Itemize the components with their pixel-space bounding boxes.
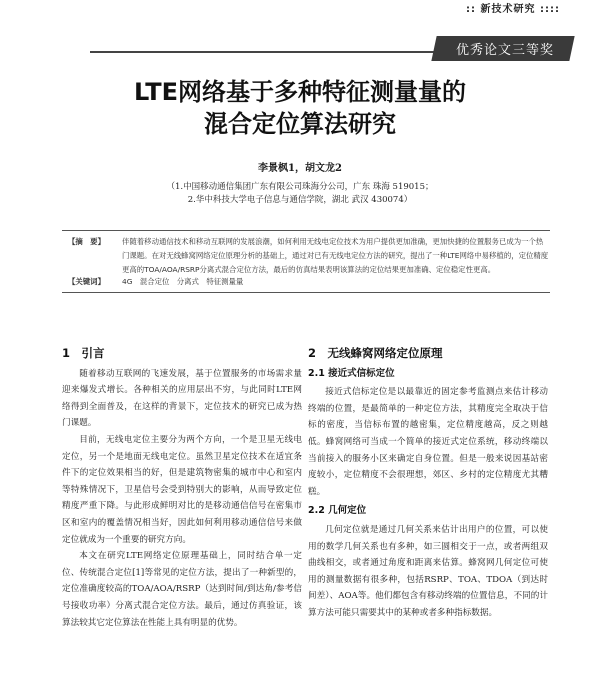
right-column [308, 345, 548, 622]
subsection-2-2-heading: 2.2 几何定位 [308, 505, 367, 517]
subsection-2-1-heading: 2.1 接近式信标定位 [308, 367, 395, 379]
paper-title-line2: 混合定位算法研究 [204, 110, 396, 138]
authors: 李景枫1，胡文龙2 [258, 163, 342, 174]
abstract-text: 伴随着移动通信技术和移动互联网的发展浪潮，如何利用无线电定位技术为用户提供更加准确，更加快捷的位置服务已成为一个热门课题。在对无线蜂窝网络定位原理分析的基础上，通过对已有无线电定位方法的研究，提出了一种LTE网络中易移植的，定位精度更高的TOA/AOA/RSRP分离式混合定位方法，最后的仿真结果表明该算法的定位结果更加准确、定位稳定性更高。 [122, 237, 549, 274]
award-banner-text: 优秀论文三等奖 [455, 43, 554, 58]
paragraph: 几何定位就是通过几何关系来估计出用户的位置，可以使用的数学几何关系也有多种，如三圆相交于一点，或者两组双曲线相交，或者通过角度和距离来估算。蜂窝网几何定位可使用的测量数据有很多种，包括RSRP、TOA、TDOA（到达时间差）、AOA等。他们都包含有移动终端的位置信息，不同的计算方法可能只需要其中的某种或者多种指标数据。 [308, 524, 548, 618]
paragraph: 本文在研究LTE网络定位原理基础上，同时结合单一定位、传统混合定位[1]等常见的定位方法，提出了一种新型的，定位准确度较高的TOA/AOA/RSRP（达到时间/到达角/参考信号接收功率）分离式混合定位方法。最后，通过仿真验证，该算法较其它定位算法在性能上具有明显的优势。 [62, 551, 302, 628]
keywords-label: 【关键词】 [68, 277, 105, 286]
affiliation-1: （1.中国移动通信集团广东有限公司珠海分公司，广东 珠海 519015； [166, 182, 434, 192]
paper-title-line1: LTE网络基于多种特征测量量的 [133, 78, 467, 106]
paragraph: 接近式信标定位是以最靠近的固定参考监测点来估计移动终端的位置，是最简单的一种定位方法，其精度完全取决于信标的密度，当信标布置的越密集，定位精度越高，反之则越低。蜂窝网络可当成一个简单的接近式定位系统，移动终端以当前接入的服务小区来确定自身位置。但是一般来说因基站密度较小，定位精度不会很理想，郊区、乡村的定位精度尤其糟糕。 [308, 387, 548, 497]
abstract-label: 【摘 要】 [68, 237, 105, 246]
keywords-text: 4G 混合定位 分离式 特征测量量 [122, 277, 244, 286]
abstract [62, 235, 550, 277]
section-header: :: 新技术研究 :::: [466, 4, 560, 15]
paragraph: 随着移动互联网的飞速发展，基于位置服务的市场需求量迎来爆发式增长。各种相关的应用层出不穷，与此同时LTE网络得到全面普及，在这样的背景下，定位技术的研究已成为热门课题。 [62, 368, 302, 429]
affiliation-2: 2.华中科技大学电子信息与通信学院，湖北 武汉 430074） [187, 195, 413, 205]
abstract-bottom-rule [62, 292, 550, 293]
section-1-heading: 1 引言 [62, 346, 105, 360]
abstract-top-rule [62, 230, 550, 231]
award-banner [431, 36, 574, 61]
left-column [62, 345, 302, 631]
keywords [62, 275, 550, 289]
section-2-heading: 2 无线蜂窝网络定位原理 [308, 346, 443, 360]
paragraph: 目前，无线电定位主要分为两个方向，一个是卫星无线电定位，另一个是地面无线电定位。虽然卫星定位技术在适宜条件下的定位效果相当的好，但是建筑物密集的城市中心和室内等特殊情况下，卫星信号会受到特别大的影响，从而导致定位精度严重下降。与此形成鲜明对比的是移动通信信号在密集市区和室内的覆盖情况相当好，因此如何利用移动通信信号来做定位就成为一个重要的研究方向。 [62, 434, 302, 545]
